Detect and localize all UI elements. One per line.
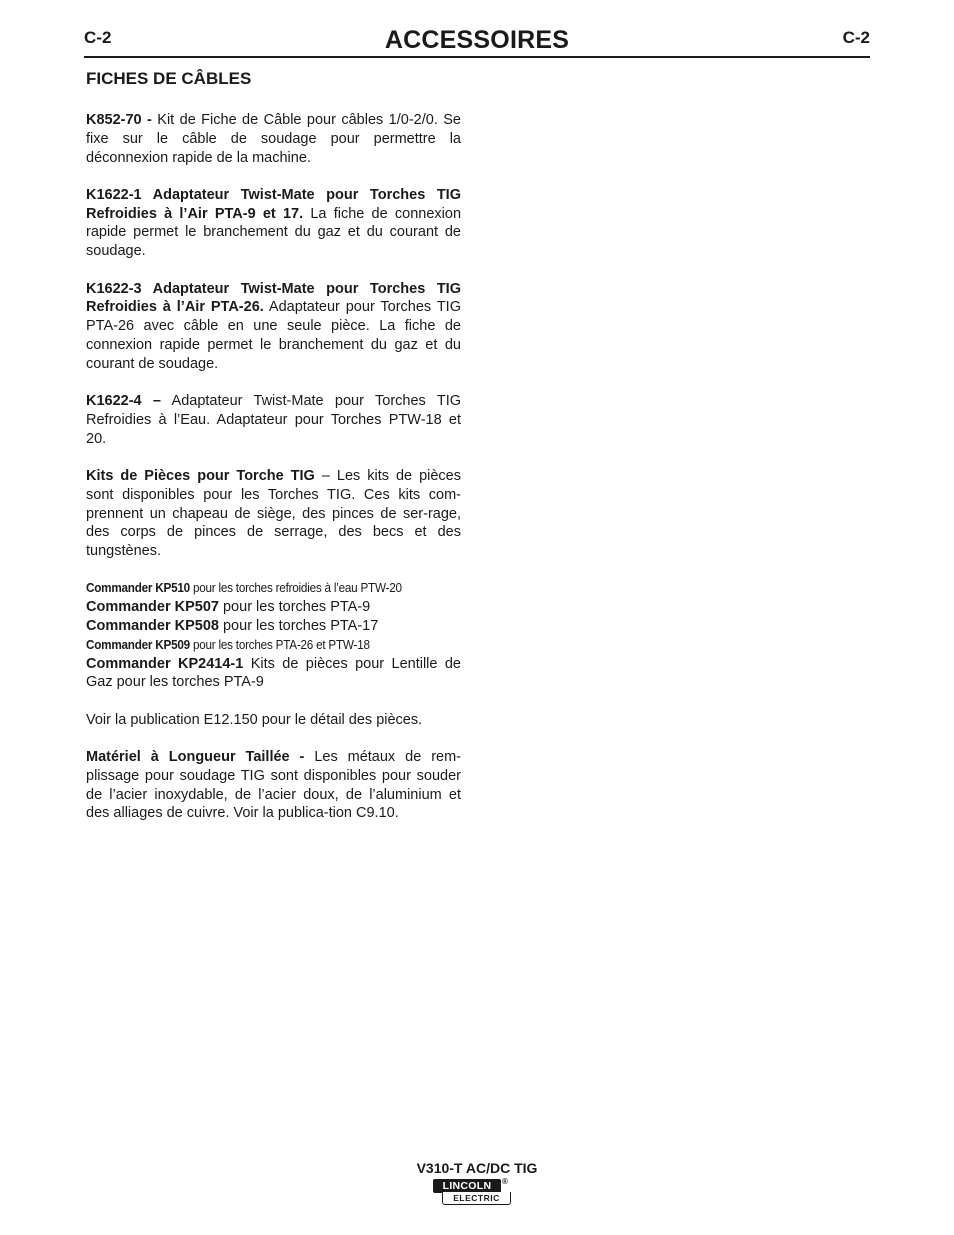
logo-bottom-text: ELECTRIC [442, 1192, 511, 1205]
kit-line-kp2414-1 [86, 655, 461, 693]
footer-model: V310-T AC/DC TIG [416, 1160, 538, 1176]
kit-line-kp507 [86, 598, 461, 617]
section-title: FICHES DE CÂBLES [86, 69, 252, 88]
lincoln-electric-logo [433, 1179, 511, 1207]
paragraph-k1622-3 [86, 280, 461, 374]
paragraph-body: La fiche de connexion rapide permet le branchement du gaz et du courant de soudage. [86, 205, 462, 260]
kit-list [86, 579, 461, 692]
paragraph-material [86, 748, 461, 823]
paragraph-lead: Kits de Pièces pour Torche TIG [86, 467, 315, 484]
paragraph-k1622-4 [86, 392, 461, 448]
kit-line-kp509 [86, 636, 464, 655]
registered-mark: ® [502, 1177, 508, 1186]
publication-note: Voir la publication E12.150 pour le détail des pièces. [86, 711, 423, 728]
kit-code: Commander KP508 [86, 618, 219, 635]
header-rule [84, 56, 870, 58]
paragraph-body: Les métaux de rem-plissage pour soudage TIG sont disponibles pour souder de l’acier inoxydable, de l’acier doux, de l’aluminium et des alliages de cuivre. Voir la publica-tion C9.10. [86, 749, 461, 822]
page-code-left: C-2 [84, 28, 112, 47]
kit-desc: pour les torches PTA-9 [218, 599, 371, 616]
paragraph-body: – Les kits de pièces sont disponibles pour les Torches TIG. Ces kits com-prennent un chapeau de siège, des pinces de ser-rage, des corps de pinces de serrage, des becs et des tungstènes. [86, 467, 461, 560]
kit-desc: pour les torches PTA-26 et PTW-18 [189, 636, 370, 652]
paragraph-lead: K1622-4 – [86, 393, 162, 410]
paragraph-k852-70 [86, 111, 461, 167]
page-code-right: C-2 [842, 28, 870, 47]
text-column [86, 68, 461, 842]
paragraph-lead: Matériel à Longueur Taillée - [86, 749, 305, 766]
paragraph-lead: K1622-1 Adaptateur Twist-Mate pour Torches TIG Refroidies à l’Air PTA-9 et 17. [86, 186, 461, 222]
paragraph-body: Kit de Fiche de Câble pour câbles 1/0-2/0. Se fixe sur le câble de soudage pour permettre la déconnexion rapide de la machine. [86, 112, 461, 166]
kit-code: Commander KP507 [86, 599, 219, 616]
paragraph-lead: K852-70 - [86, 112, 152, 128]
kit-line-kp508 [86, 617, 461, 636]
kit-line-kp510 [86, 579, 464, 598]
kit-desc: Kits de pièces pour Lentille de Gaz pour les torches PTA-9 [86, 655, 461, 691]
paragraph-body: Adaptateur pour Torches TIG PTA-26 avec câble en une seule pièce. La fiche de connexion rapide permet le branchement du gaz et du courant de soudage. [86, 299, 461, 372]
kit-code: Commander KP509 [86, 636, 190, 652]
paragraph-k1622-1 [86, 186, 461, 261]
page-header [84, 26, 870, 58]
paragraph-lead: K1622-3 Adaptateur Twist-Mate pour Torches TIG Refroidies à l’Air PTA-26. [86, 280, 461, 316]
kit-code: Commander KP510 [86, 580, 190, 596]
paragraph-tig-kits [86, 467, 461, 561]
kit-desc: pour les torches refroidies à l’eau PTW-20 [189, 580, 402, 596]
kit-desc: pour les torches PTA-17 [218, 618, 379, 635]
logo-top-text: LINCOLN [433, 1179, 501, 1193]
kit-code: Commander KP2414-1 [86, 655, 244, 672]
paragraph-body: Adaptateur Twist-Mate pour Torches TIG Refroidies à l’Eau. Adaptateur pour Torches PTW-18 et 20. [86, 393, 461, 447]
page-title: ACCESSOIRES [384, 26, 570, 54]
